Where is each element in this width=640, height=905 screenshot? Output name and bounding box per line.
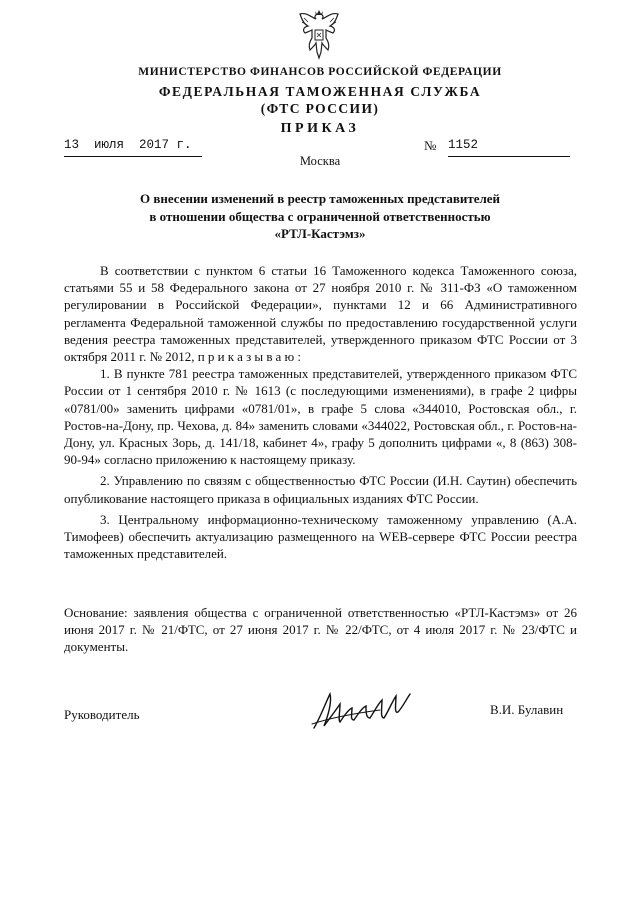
- preamble-paragraph: [64, 262, 577, 365]
- document-type: ПРИКАЗ: [280, 121, 360, 136]
- title-line-3: «РТЛ-Кастэмз»: [274, 226, 366, 241]
- order-item-2: 2. Управлению по связям с общественностью ФТС России (И.Н. Саутин) обеспечить опубликование настоящего приказа в официальных изданиях ФТС России.: [64, 473, 577, 506]
- service-abbreviation: (ФТС РОССИИ): [260, 101, 380, 116]
- title-line-2: в отношении общества с ограниченной ответственностью: [149, 208, 491, 224]
- order-title: [80, 190, 560, 243]
- signatory-position: Руководитель: [64, 707, 140, 722]
- order-word: приказываю:: [197, 349, 305, 365]
- city: Москва: [299, 154, 341, 168]
- russian-coat-of-arms-icon: [296, 8, 342, 60]
- order-date: 13 июля 2017 г.: [64, 138, 202, 157]
- ministry-name: МИНИСТЕРСТВО ФИНАНСОВ РОССИЙСКОЙ ФЕДЕРАЦИИ: [138, 66, 502, 78]
- preamble-text: В соответствии с пунктом 6 статьи 16 Таможенного кодекса Таможенного союза, статьями 55 и 58 Федерального закона от 27 ноября 2010 г. № 311-ФЗ «О таможенном регулировании в Российской Федерации», пунктами 12 и 66 Административного регламента Федеральной таможенной службы по предоставлению государственной услуги ведения реестра таможенных представителей, утвержденного приказом ФТС России от 3 октября 2011 г. № 2012,: [64, 263, 577, 365]
- handwritten-signature: [310, 688, 416, 734]
- order-body: [64, 262, 577, 562]
- service-name: ФЕДЕРАЛЬНАЯ ТАМОЖЕННАЯ СЛУЖБА: [158, 84, 482, 99]
- title-line-1: О внесении изменений в реестр таможенных представителей: [139, 191, 501, 206]
- basis-paragraph: Основание: заявления общества с ограниченной ответственностью «РТЛ-Кастэмз» от 26 июня 2017 г. № 21/ФТС, от 27 июня 2017 г. № 22/ФТС, от 4 июля 2017 г. № 23/ФТС и документы.: [64, 605, 577, 655]
- order-number: 1152: [448, 138, 570, 157]
- number-sign: №: [424, 138, 437, 153]
- order-item-3: 3. Центральному информационно-техническому таможенному управлению (А.А. Тимофеев) обеспечить актуализацию размещенного на WEB-сервере ФТС России реестра таможенных представителей.: [64, 511, 577, 562]
- signatory-name: В.И. Булавин: [490, 702, 564, 717]
- order-item-1: 1. В пункте 781 реестра таможенных представителей, утвержденного приказом ФТС России от 1 сентября 2010 г. № 1613 (с последующими изменениями), в графе 2 цифры «0781/00» заменить цифрами «0781/01», в графе 5 слова «344010, Ростовская обл., г. Ростов-на-Дону, пр. Чехова, д. 84» заменить словами «344022, Ростовская обл., г. Ростов-на-Дону, ул. Красных Зорь, д. 141/18, кабинет 4», графу 5 дополнить цифрами «, 8 (863) 308-90-94» согласно приложению к настоящему приказу.: [64, 366, 577, 468]
